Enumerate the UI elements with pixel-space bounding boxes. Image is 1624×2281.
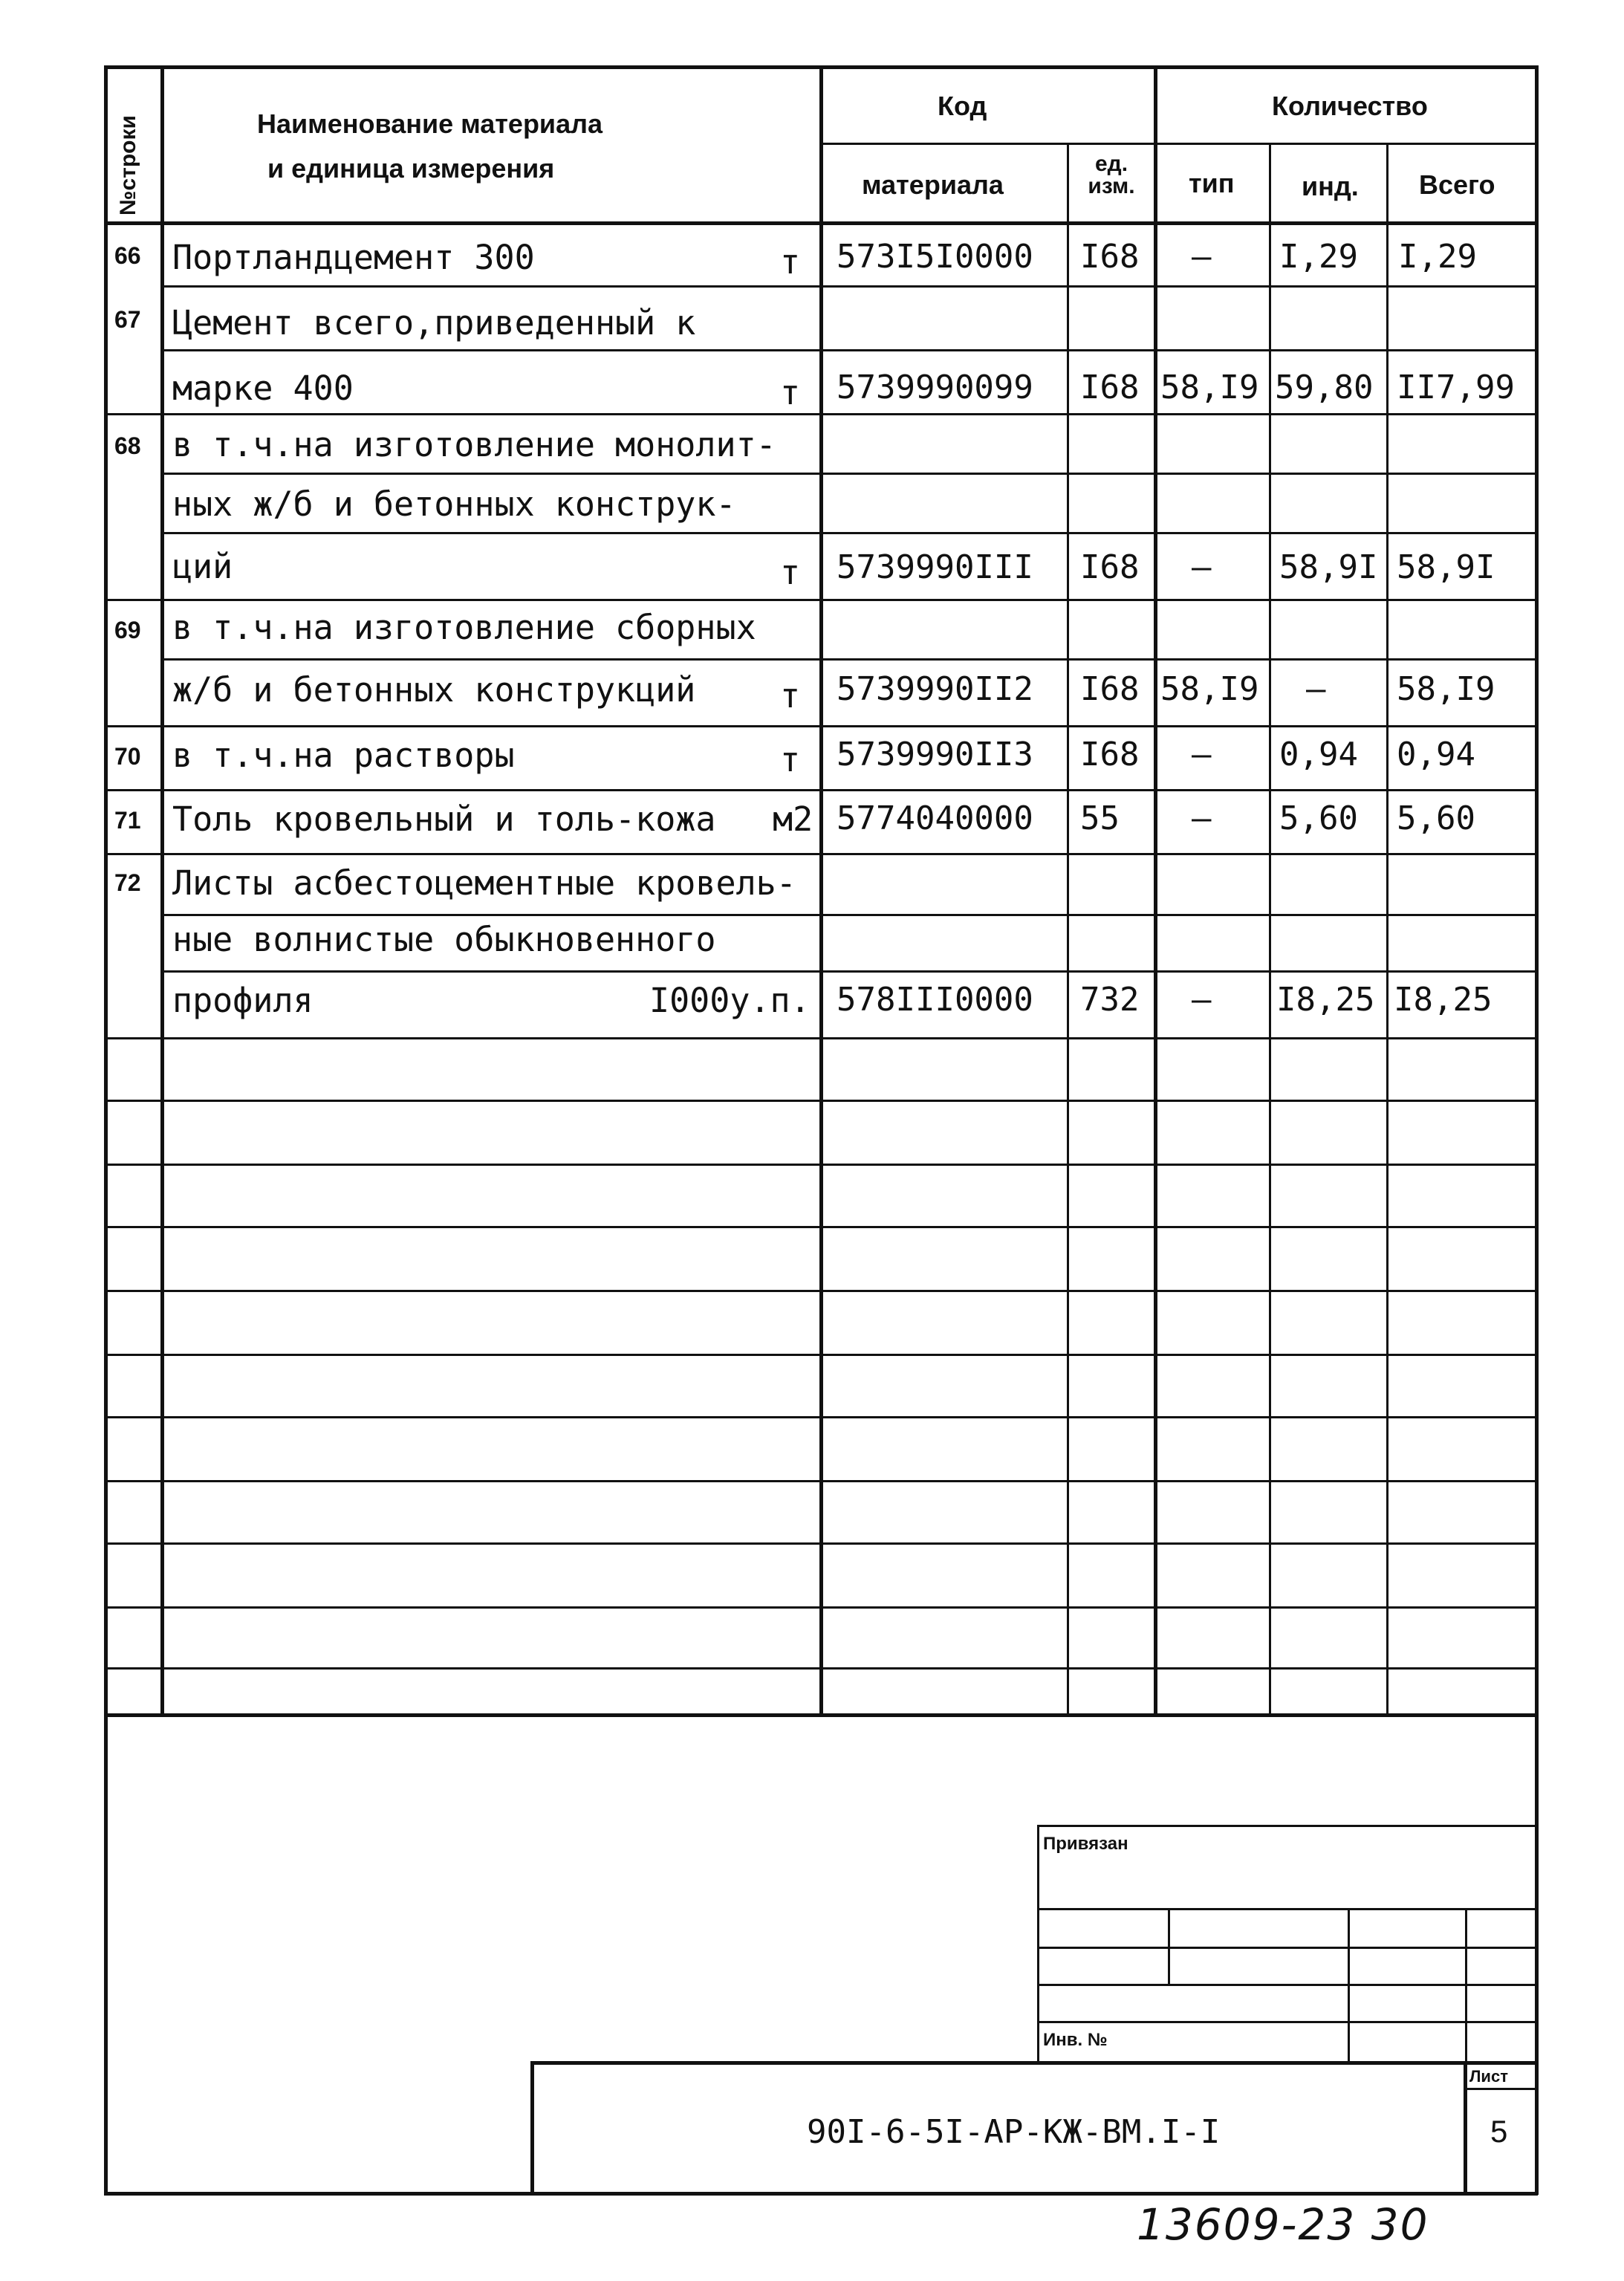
row-name: ных ж/б и бетонных конструк- <box>172 484 736 524</box>
row-number: 72 <box>114 869 141 896</box>
col-line-code <box>1067 143 1069 1715</box>
row-total: 58,9I <box>1397 548 1495 586</box>
row-number: 70 <box>114 743 141 770</box>
code-unit-header-line2: изм. <box>1088 174 1135 198</box>
qty-type-header: тип <box>1189 168 1235 198</box>
row-line <box>160 658 1536 661</box>
sheet-label: Лист <box>1469 2067 1508 2086</box>
row-type: – <box>1192 238 1212 276</box>
stamp-line <box>1464 2088 1536 2090</box>
row-number: 71 <box>114 807 141 834</box>
row-number: 69 <box>114 617 141 643</box>
qty-total-header: Всего <box>1419 169 1495 200</box>
row-total: 58,I9 <box>1397 670 1495 708</box>
row-number: 67 <box>114 306 141 333</box>
row-line <box>104 1226 1538 1228</box>
row-ind: I8,25 <box>1276 981 1375 1019</box>
col-line-type <box>1269 143 1271 1715</box>
row-line <box>104 1416 1538 1418</box>
sheet-number: 5 <box>1490 2114 1508 2149</box>
row-line <box>104 1164 1538 1166</box>
row-ed: 732 <box>1080 981 1140 1019</box>
row-unit: т <box>780 373 801 412</box>
code-unit-header <box>1076 153 1147 198</box>
row-code: 5739990II3 <box>837 736 1033 773</box>
row-line <box>160 532 1536 534</box>
row-line <box>104 413 1538 415</box>
row-code: 5774040000 <box>837 799 1033 837</box>
row-line <box>160 285 1536 288</box>
row-ind: 59,80 <box>1275 369 1374 406</box>
row-unit: т <box>780 242 801 282</box>
table-body-bottom <box>104 1713 1538 1717</box>
row-ed: 55 <box>1080 799 1120 837</box>
row-ed: I68 <box>1080 369 1140 406</box>
archive-number: 13609-23 30 <box>1137 2199 1429 2250</box>
document-code: 90I-6-5I-АР-КЖ-ВМ.I-I <box>807 2113 1221 2151</box>
row-code: 578III0000 <box>837 981 1033 1019</box>
row-line <box>104 1354 1538 1356</box>
rows-column-header: №строки <box>116 115 140 215</box>
row-ind: – <box>1306 670 1326 708</box>
col-line-num <box>160 65 164 1715</box>
row-code: 5739990099 <box>837 369 1033 406</box>
stamp-line <box>1037 1908 1536 1910</box>
row-name: в т.ч.на изготовление сборных <box>172 608 756 647</box>
row-type: – <box>1192 799 1212 837</box>
inventory-no-label: Инв. № <box>1043 2030 1108 2050</box>
row-total: I,29 <box>1398 238 1477 276</box>
row-ed: I68 <box>1080 548 1140 586</box>
row-line <box>160 914 1536 916</box>
header-subdivider <box>822 143 1536 145</box>
row-total: 0,94 <box>1397 736 1475 773</box>
row-line <box>104 1667 1538 1670</box>
attached-label: Привязан <box>1043 1834 1128 1854</box>
stamp-line <box>1464 2061 1467 2195</box>
row-type: – <box>1192 981 1212 1019</box>
row-unit: т <box>780 740 801 779</box>
quantity-group-header: Количество <box>1272 91 1428 121</box>
row-name: профиля <box>172 981 314 1020</box>
code-group-header: Код <box>938 91 987 121</box>
stamp-line <box>1168 1908 1170 1985</box>
row-ind: I,29 <box>1279 238 1358 276</box>
code-material-header: материала <box>862 169 1004 200</box>
stamp-line <box>1037 2021 1536 2023</box>
row-line <box>104 853 1538 855</box>
stamp-line <box>1037 1947 1536 1949</box>
row-name: Цемент всего,приведенный к <box>172 303 696 343</box>
stamp-line <box>1037 1984 1536 1986</box>
row-unit: т <box>780 676 801 716</box>
row-line <box>104 725 1538 727</box>
row-unit: т <box>780 553 801 592</box>
stamp-line <box>1037 1825 1039 2063</box>
row-ind: 0,94 <box>1279 736 1358 773</box>
row-line <box>160 349 1536 351</box>
row-line <box>104 789 1538 791</box>
row-line <box>160 473 1536 475</box>
row-line <box>104 1480 1538 1482</box>
row-name: Портландцемент 300 <box>172 238 535 277</box>
table-border-right <box>1535 65 1539 2195</box>
row-line <box>104 1037 1538 1039</box>
name-column-header-line2: и единица измерения <box>267 153 555 184</box>
qty-ind-header: инд. <box>1302 171 1359 201</box>
stamp-line <box>1348 1908 1350 2063</box>
row-line <box>104 599 1538 601</box>
col-line-unit <box>1154 65 1157 1715</box>
row-name: в т.ч.на изготовление монолит- <box>172 425 776 464</box>
row-name: Листы асбестоцементные кровель- <box>172 863 796 903</box>
row-number: 68 <box>114 432 141 459</box>
row-ind: 5,60 <box>1279 799 1358 837</box>
row-name: в т.ч.на растворы <box>172 736 515 775</box>
stamp-line <box>1465 1908 1467 2063</box>
row-name: ж/б и бетонных конструкций <box>172 670 696 710</box>
row-name: Толь кровельный и толь-кожа <box>172 799 716 839</box>
row-total: I8,25 <box>1394 981 1493 1019</box>
row-type: 58,I9 <box>1160 369 1259 406</box>
row-line <box>104 1542 1538 1545</box>
stamp-line <box>1037 1825 1536 1827</box>
row-line <box>104 1290 1538 1292</box>
row-line <box>104 1100 1538 1102</box>
row-ed: I68 <box>1080 670 1140 708</box>
row-type: 58,I9 <box>1160 670 1259 708</box>
row-unit: м2 <box>773 799 813 839</box>
row-type: – <box>1192 736 1212 773</box>
row-unit: I000у.п. <box>649 981 811 1020</box>
row-total: 5,60 <box>1397 799 1475 837</box>
row-line <box>104 1606 1538 1609</box>
col-line-ind <box>1386 143 1388 1715</box>
row-type: – <box>1192 548 1212 586</box>
row-ed: I68 <box>1080 736 1140 773</box>
row-name: ные волнистые обыкновенного <box>172 920 716 959</box>
row-code: 5739990III <box>837 548 1033 586</box>
code-unit-header-line1: ед. <box>1094 152 1128 176</box>
row-ed: I68 <box>1080 238 1140 276</box>
row-line <box>160 970 1536 973</box>
row-total: II7,99 <box>1397 369 1515 406</box>
col-line-name <box>819 65 823 1715</box>
table-border-left <box>104 65 108 2195</box>
row-name: ций <box>172 547 233 586</box>
row-code: 5739990II2 <box>837 670 1033 708</box>
table-border-bottom <box>104 2192 1538 2196</box>
stamp-line <box>530 2061 1536 2065</box>
row-name: марке 400 <box>172 369 354 408</box>
stamp-line <box>530 2061 534 2195</box>
name-column-header-line1: Наименование материала <box>257 108 602 139</box>
row-code: 573I5I0000 <box>837 238 1033 276</box>
row-ind: 58,9I <box>1279 548 1378 586</box>
row-number: 66 <box>114 242 141 269</box>
